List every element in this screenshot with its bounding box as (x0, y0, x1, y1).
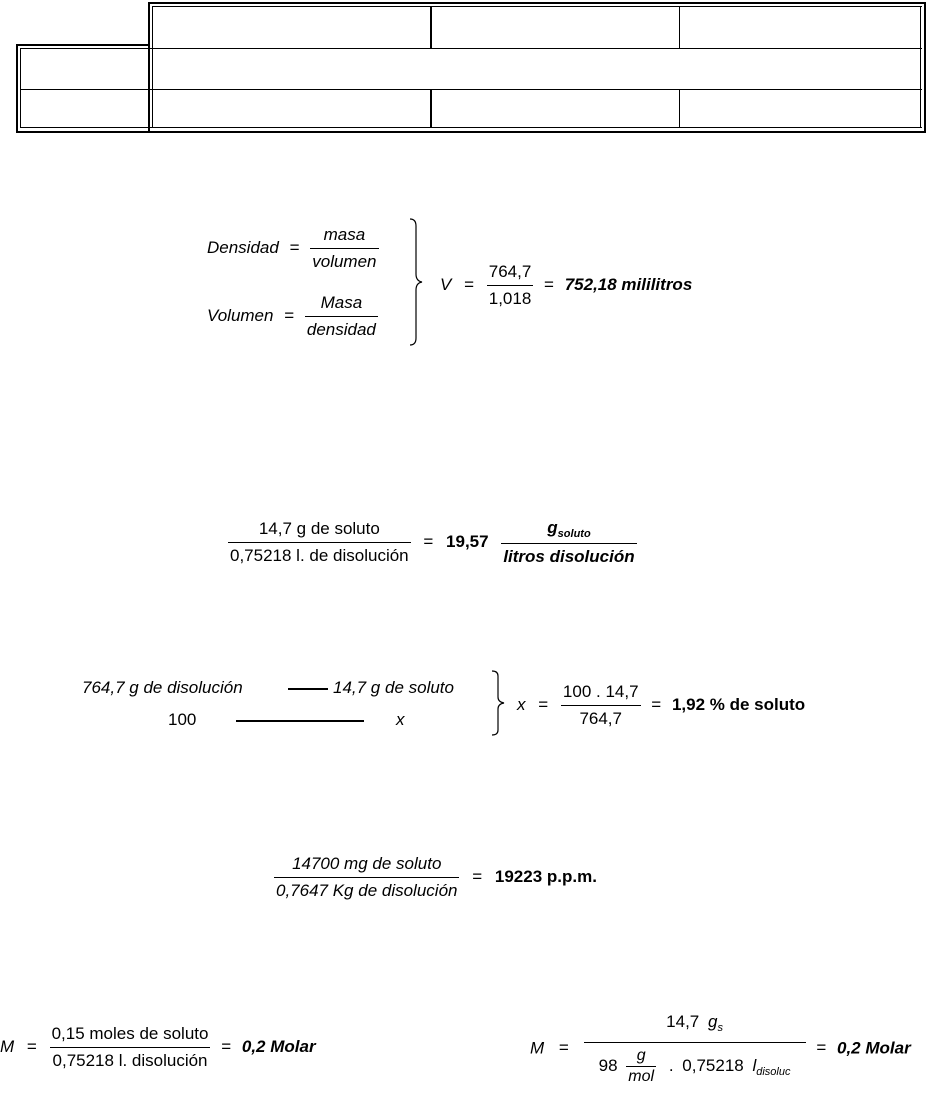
arrow-line (288, 688, 328, 690)
ppm-value: 19223 p.p.m. (494, 866, 597, 886)
molarity-value: 0,2 Molar (836, 1038, 911, 1058)
arrow-line (236, 720, 364, 722)
percent-rule-of-three: 764,7 g de disolución 14,7 g de soluto 100 x (82, 678, 454, 729)
right-brace-icon (490, 670, 506, 736)
density-formula (207, 225, 379, 272)
volume-value: 752,18 mililitros (564, 274, 693, 294)
volumen-fraction: $\frac{\text{Masa}}{\text{densidad}}$ (306, 293, 376, 339)
equals-sign: = (289, 237, 300, 257)
densidad-label: Densidad (207, 237, 279, 257)
grams-per-liter-formula: $\frac{\text{14,7 g de soluto}}{\text{0,75218 l. de disolución}}$ = 19,57 $\frac{g_{soluto}}{\text{litros disolución}}$ (230, 518, 635, 566)
molarity-value: 0,2 Molar (241, 1036, 316, 1056)
molarity-formula-right: M = 14,7 $g_s$ 98 $\frac{g}{\text{mol}}$ . 0,75218 $l_{disoluc}$ = 0,2 Molar (530, 1012, 911, 1085)
volume-result: V = $\frac{764,7}{1,018}$ = 752,18 mililitros (440, 262, 693, 308)
percent-result: x = $\frac{100 . 14,7}{764,7}$ = 1,92 % de soluto (517, 682, 806, 728)
volumen-formula (207, 293, 378, 340)
concentration-value: 19,57 (446, 531, 489, 551)
concentration-unit: $\frac{g_{soluto}}{\text{litros disolución}}$ (503, 518, 635, 566)
volumen-label: Volumen (207, 305, 274, 325)
right-brace-icon (408, 218, 424, 346)
molarity-formula-left: M = $\frac{\text{0,15 moles de soluto}}{\text{0,75218 l. disolución}}$ = 0,2 Molar (0, 1024, 316, 1070)
densidad-fraction: $\frac{\text{masa}}{\text{volumen}}$ (312, 225, 377, 271)
ppm-formula: $\frac{\text{14700 mg de soluto}}{\text{0,7647 Kg de disolución}}$ = 19223 p.p.m. (276, 854, 597, 900)
data-table (0, 0, 929, 140)
equals-sign: = (284, 305, 295, 325)
percent-value: 1,92 % de soluto (671, 694, 806, 714)
